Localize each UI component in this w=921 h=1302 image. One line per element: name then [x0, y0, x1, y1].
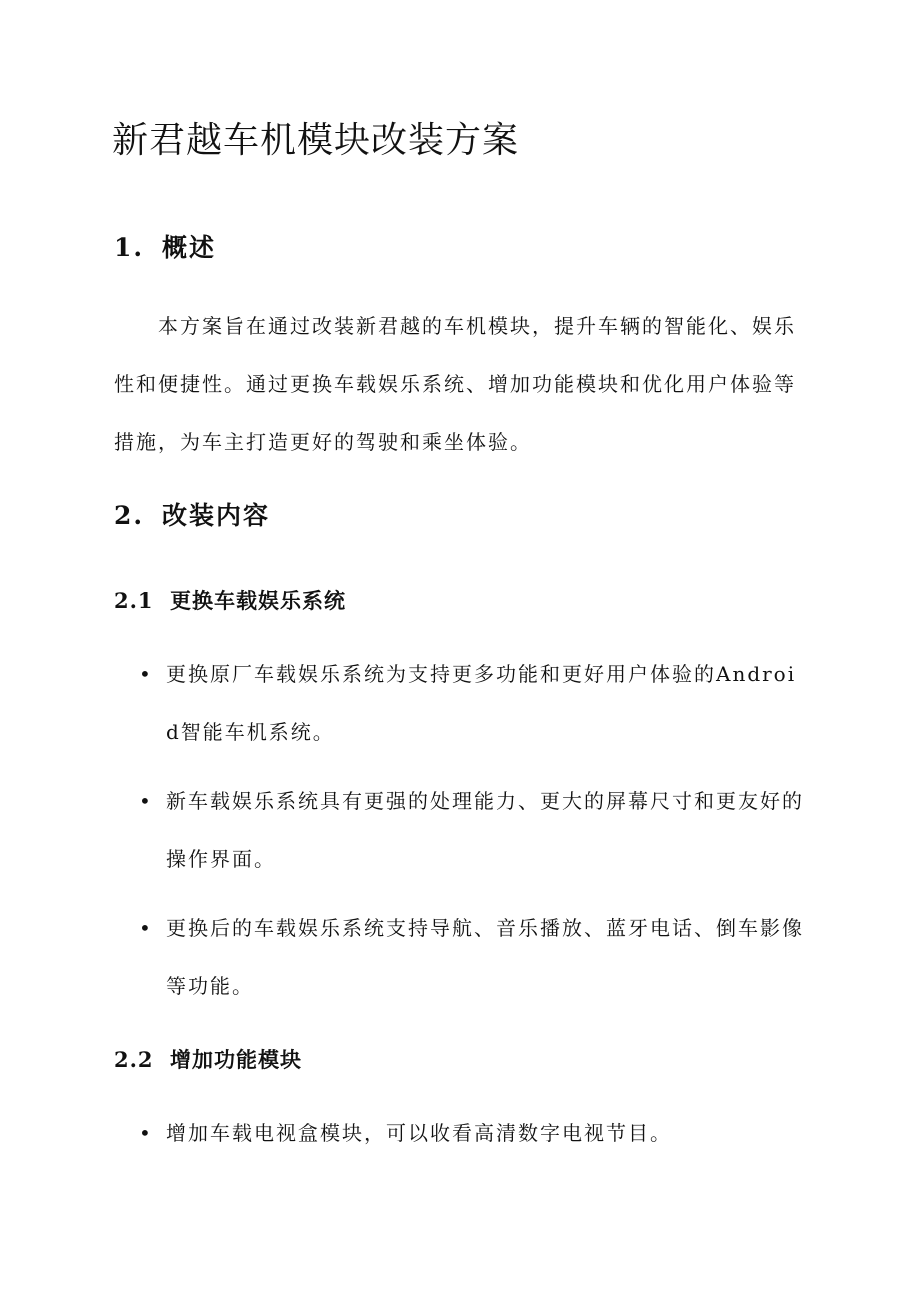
bullet-icon: •	[139, 916, 151, 940]
subsection-title: 更换车载娱乐系统	[170, 588, 346, 613]
section-number: 1.	[114, 233, 145, 262]
subsection-heading-infotainment	[114, 585, 346, 615]
overview-paragraph: 本方案旨在通过改装新君越的车机模块，提升车辆的智能化、娱乐性和便捷性。通过更换车载娱乐系统、增加功能模块和优化用户体验等措施，为车主打造更好的驾驶和乘坐体验。	[114, 314, 796, 454]
section-heading-overview	[114, 228, 216, 264]
subsection-number: 2.2	[114, 1047, 154, 1072]
list-item: 更换后的车载娱乐系统支持导航、音乐播放、蓝牙电话、倒车影像等功能。	[166, 916, 804, 998]
section-title: 概述	[162, 233, 217, 262]
section-heading-modifications	[114, 496, 270, 532]
list-item: 新车载娱乐系统具有更强的处理能力、更大的屏幕尺寸和更友好的操作界面。	[166, 789, 804, 871]
section-title: 改装内容	[162, 501, 271, 530]
list-item: 更换原厂车载娱乐系统为支持更多功能和更好用户体验的Android智能车机系统。	[166, 662, 797, 744]
document-title: 新君越车机模块改装方案	[112, 120, 520, 161]
bullet-icon: •	[139, 662, 151, 686]
bullet-icon: •	[139, 1121, 151, 1145]
subsection-title: 增加功能模块	[170, 1047, 302, 1072]
list-item: 增加车载电视盒模块，可以收看高清数字电视节目。	[166, 1121, 672, 1145]
subsection-heading-add-modules	[114, 1044, 302, 1074]
subsection-number: 2.1	[114, 588, 154, 613]
bullet-icon: •	[139, 789, 151, 813]
section-number: 2.	[114, 501, 145, 530]
